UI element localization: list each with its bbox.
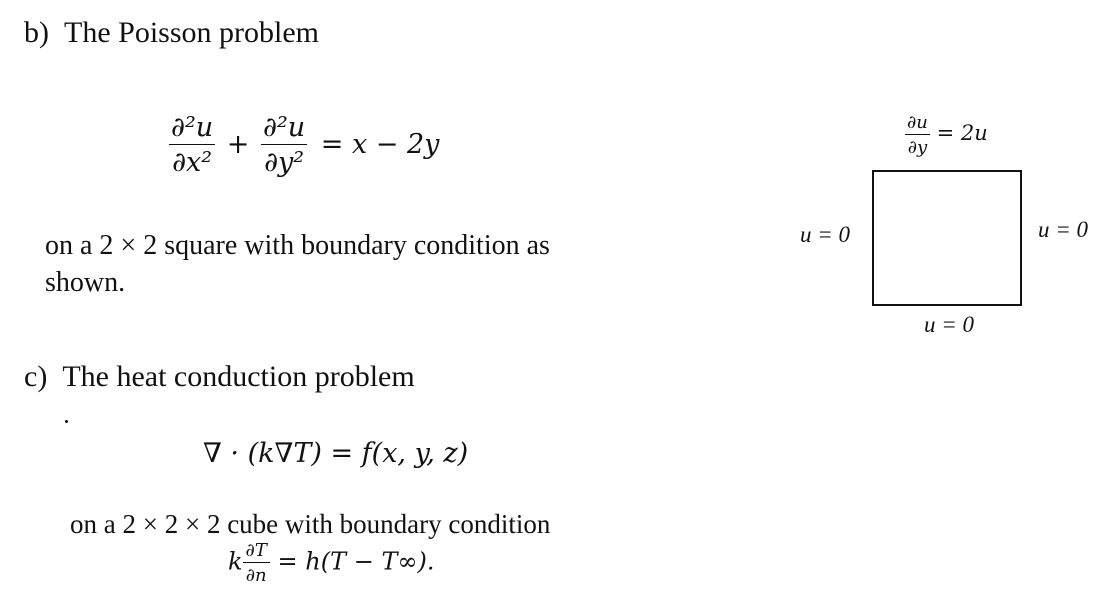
section-b-label: b) [24, 16, 49, 49]
top-bc-fraction [904, 112, 931, 158]
top-bc-denominator: ∂y [905, 134, 930, 158]
heat-equation: ∇ · (k∇T) = f(x, y, z) [203, 438, 469, 469]
top-bc-numerator: ∂u [907, 112, 928, 133]
poisson-equation [168, 112, 439, 178]
top-bc-rhs: = 2u [936, 121, 988, 145]
bc-k: k [228, 547, 243, 576]
bc-fraction [243, 540, 270, 586]
term2-numerator: ∂²u [263, 112, 306, 143]
section-b-title: The Poisson problem [64, 16, 319, 49]
bc-numerator: ∂T [245, 540, 267, 561]
stray-dot [65, 420, 68, 423]
equation-rhs: = x − 2y [320, 128, 440, 160]
term1-fraction [168, 112, 216, 178]
section-b-heading [24, 16, 319, 50]
top-boundary-condition [904, 112, 988, 158]
heat-boundary-condition [228, 540, 434, 586]
bottom-boundary-label: u = 0 [924, 312, 975, 337]
section-c-heading [24, 360, 415, 394]
section-c-title: The heat conduction problem [62, 360, 415, 393]
term1-denominator: ∂x² [169, 144, 215, 178]
bc-rhs: = h(T − T∞). [277, 547, 435, 576]
right-boundary-label: u = 0 [1038, 217, 1089, 242]
section-c-description: on a 2 × 2 × 2 cube with boundary condition [70, 509, 551, 539]
domain-square [872, 170, 1022, 306]
section-c-label: c) [24, 360, 48, 393]
bc-denominator: ∂n [243, 562, 270, 586]
section-b-description-line2: shown. [45, 267, 126, 298]
plus-sign: + [226, 128, 250, 160]
term2-fraction [260, 112, 308, 178]
left-boundary-label: u = 0 [800, 222, 851, 247]
section-b-description-line1: on a 2 × 2 square with boundary condition as [45, 230, 550, 261]
term2-denominator: ∂y² [261, 144, 307, 178]
term1-numerator: ∂²u [171, 112, 214, 143]
